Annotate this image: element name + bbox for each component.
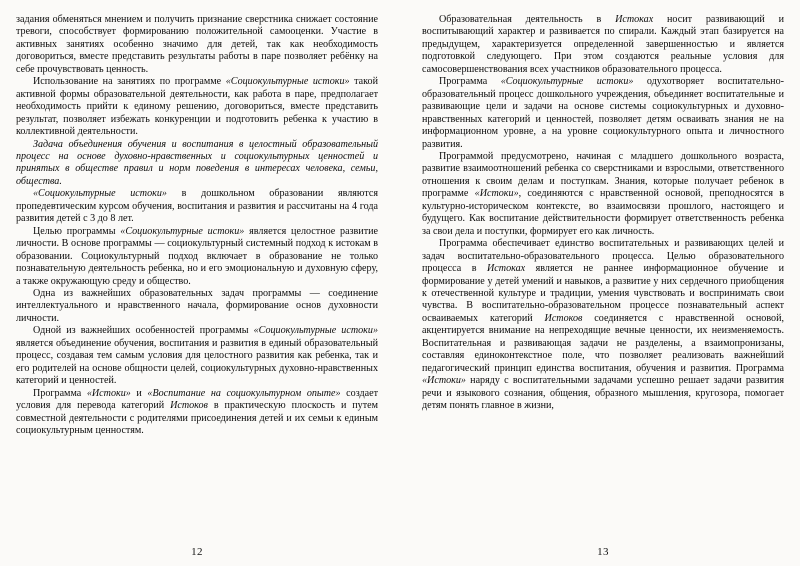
text-run: является объединение обучения, воспитания и развития в единый образовательный процесс, создавая тем самым условия для целостного развития как ребенка, так и его родителей на основе общности целей, социокультурных духовно-нравственных категорий и ценностей. [16, 337, 378, 387]
paragraph-main-educational-tasks [16, 288, 378, 325]
page-left-folio: 12 [191, 546, 203, 558]
text-run: Целью программы [33, 225, 121, 237]
paragraph-use-of-program [16, 76, 378, 138]
paragraph-key-features [16, 325, 378, 387]
text-run: такой активной формы образовательной деятельности, как работа в паре, предполагает необходимость прийти к единому решению, договориться, вместе представить результат, позволяет избежать конкуренции и подготовить ребенка к участию в коллективной деятельности. [16, 76, 378, 138]
paragraph-program-unity [422, 238, 784, 412]
text-run: Программой предусмотрено, начиная с младшего дошкольного возраста, развитие взаимоотношений ребенка со сверстниками и взрослыми, ответственного отношения к своим делам и поступкам. Знания, которые получает ребенок в программе [422, 150, 784, 200]
text-run: «Истоки» [86, 387, 131, 399]
text-run: «Воспитание на социокультурном опыте» [147, 387, 341, 399]
page-right-text-column [422, 14, 784, 537]
text-run: Истоках [487, 263, 526, 275]
text-run: Программа обеспечивает единство воспитательных и развивающих целей и задач воспитательно-образовательного процесса. Целью образовательного процесса в [422, 238, 784, 275]
text-run: «Социокультурные истоки» [500, 76, 634, 88]
paragraph-program-spiritualizes [422, 76, 784, 151]
text-run: и [130, 387, 148, 399]
page-right [400, 14, 784, 560]
text-run: одухотворяет воспитательно-образовательный процесс дошкольного учреждения, объединяет воспитательные и развивающие цели и задачи на основе системы социокультурных и духовно-нравственных категорий и ценностей, позволяет детям осваивать знания не на информационном уровне, а на уровне социокультурного опыта и личностного развития. [422, 76, 784, 150]
text-run: задания обменяться мнением и получить признание сверстника снижает состояние тревоги, способствует формированию положительной самооценки. Участие в активных занятиях особенно значимо для детей, так как необходимость договориться, вместе представить результаты работы в паре позволяет ребёнку на себе прочувствовать ценность. [16, 14, 378, 75]
paragraph-program-istoki-education [16, 388, 378, 438]
text-run: Одна из важнейших образовательных задач программы — соединение интеллектуального и нравственного начала, формирование основ духовности личности. [16, 287, 378, 324]
text-run: «Социокультурные истоки» [120, 225, 245, 237]
paragraph-educational-activity [422, 14, 784, 76]
text-run: Истоков [170, 400, 208, 412]
text-run: Истоков [544, 312, 583, 324]
text-run: «Истоки» [474, 188, 519, 200]
text-run: Задача объединения обучения и воспитания в целостный образовательный процесс на основе духовно-нравственных и социокультурных ценностей и принятых в обществе правил и норм поведения в интересах человека, семьи, общества. [16, 138, 378, 187]
text-run: является не раннее информационное обучение и формирование у детей умений и навыков, а развитие у них сердечного приобщения к отечественной культуре и традиции, умения чувствовать и воспринимать свои чувства. В воспитательно-образовательном процессе познавательный аспект осваиваемых категорий [422, 263, 784, 324]
text-run: создает условия для перевода категорий [16, 387, 379, 412]
text-run: , соединяются с нравственной основой, преподносятся в культурно-историческом контексте, во взаимосвязи прошлого, настоящего и будущего. Как воспитание действительности формирует ответственность ребенка за свои дела и поступки, формирует его как личность. [422, 188, 784, 237]
paragraph-goal-of-program [16, 226, 378, 288]
text-run: Программа [439, 76, 501, 88]
text-run: Образовательная деятельность в [439, 14, 616, 25]
text-run: Истоках [615, 14, 654, 25]
paragraph-tasks-exchange [16, 14, 378, 76]
text-run: «Истоки» [422, 375, 466, 387]
text-run: «Социокультурные истоки» [225, 76, 350, 88]
text-run: «Социокультурные истоки» [253, 325, 378, 337]
text-run: Одной из важнейших особенностей программы [33, 325, 254, 337]
paragraph-program-provides-start [422, 151, 784, 238]
text-run: соединяется с нравственной основой, акцентируется внимание на непреходящие вечные ценности, их неизменяемость. Воспитательная и развивающая задачи не разделены, а взаимопронизаны, составляя единоконтекстное поле, что позволяет реализовать важнейший педагогический принцип единства воспитания, обучения и развития. Программа [422, 312, 785, 374]
paragraph-istoki-propaedeutic [16, 188, 378, 225]
page-right-folio: 13 [597, 546, 609, 558]
page-left [16, 14, 400, 560]
text-run: является целостное развитие личности. В основе программы — социокультурный системный подход к истокам в образовании. Социокультурный подход включает в образование не только познавательную деятельность ребенка, но и его эмоциональную и духовную сферу, а также окружающую среду и общество. [16, 225, 378, 287]
text-run: наряду с воспитательными задачами успешно решает задачи развития речи и языкового сознания, общения, образного мышления, кругозора, помогает детям понять главное в жизни, [422, 375, 784, 412]
text-run: носит развивающий и воспитывающий характер и развивается по спирали. Каждый этап базируется на предыдущем, характеризуется определенной завершенностью и является подготовкой следующего. При этом создаются реальные условия для самосовершенствования всех участников образовательного процесса. [422, 14, 784, 75]
page-left-text-column [16, 14, 378, 537]
text-run: Использование на занятиях по программе [33, 76, 226, 88]
text-run: «Социокультурные истоки» [33, 188, 167, 200]
text-run: в практическую плоскость и путем совместной деятельности с родителями присоединения детей и их семьи к единым социокультурным ценностям. [16, 400, 378, 436]
text-run: в дошкольном образовании являются пропедевтическим курсом обучения, воспитания и развития и рассчитаны на 4 года развития детей с 3 до 8 лет. [16, 188, 378, 225]
paragraph-task-of-unification [16, 139, 378, 189]
text-run: Программа [33, 387, 87, 399]
